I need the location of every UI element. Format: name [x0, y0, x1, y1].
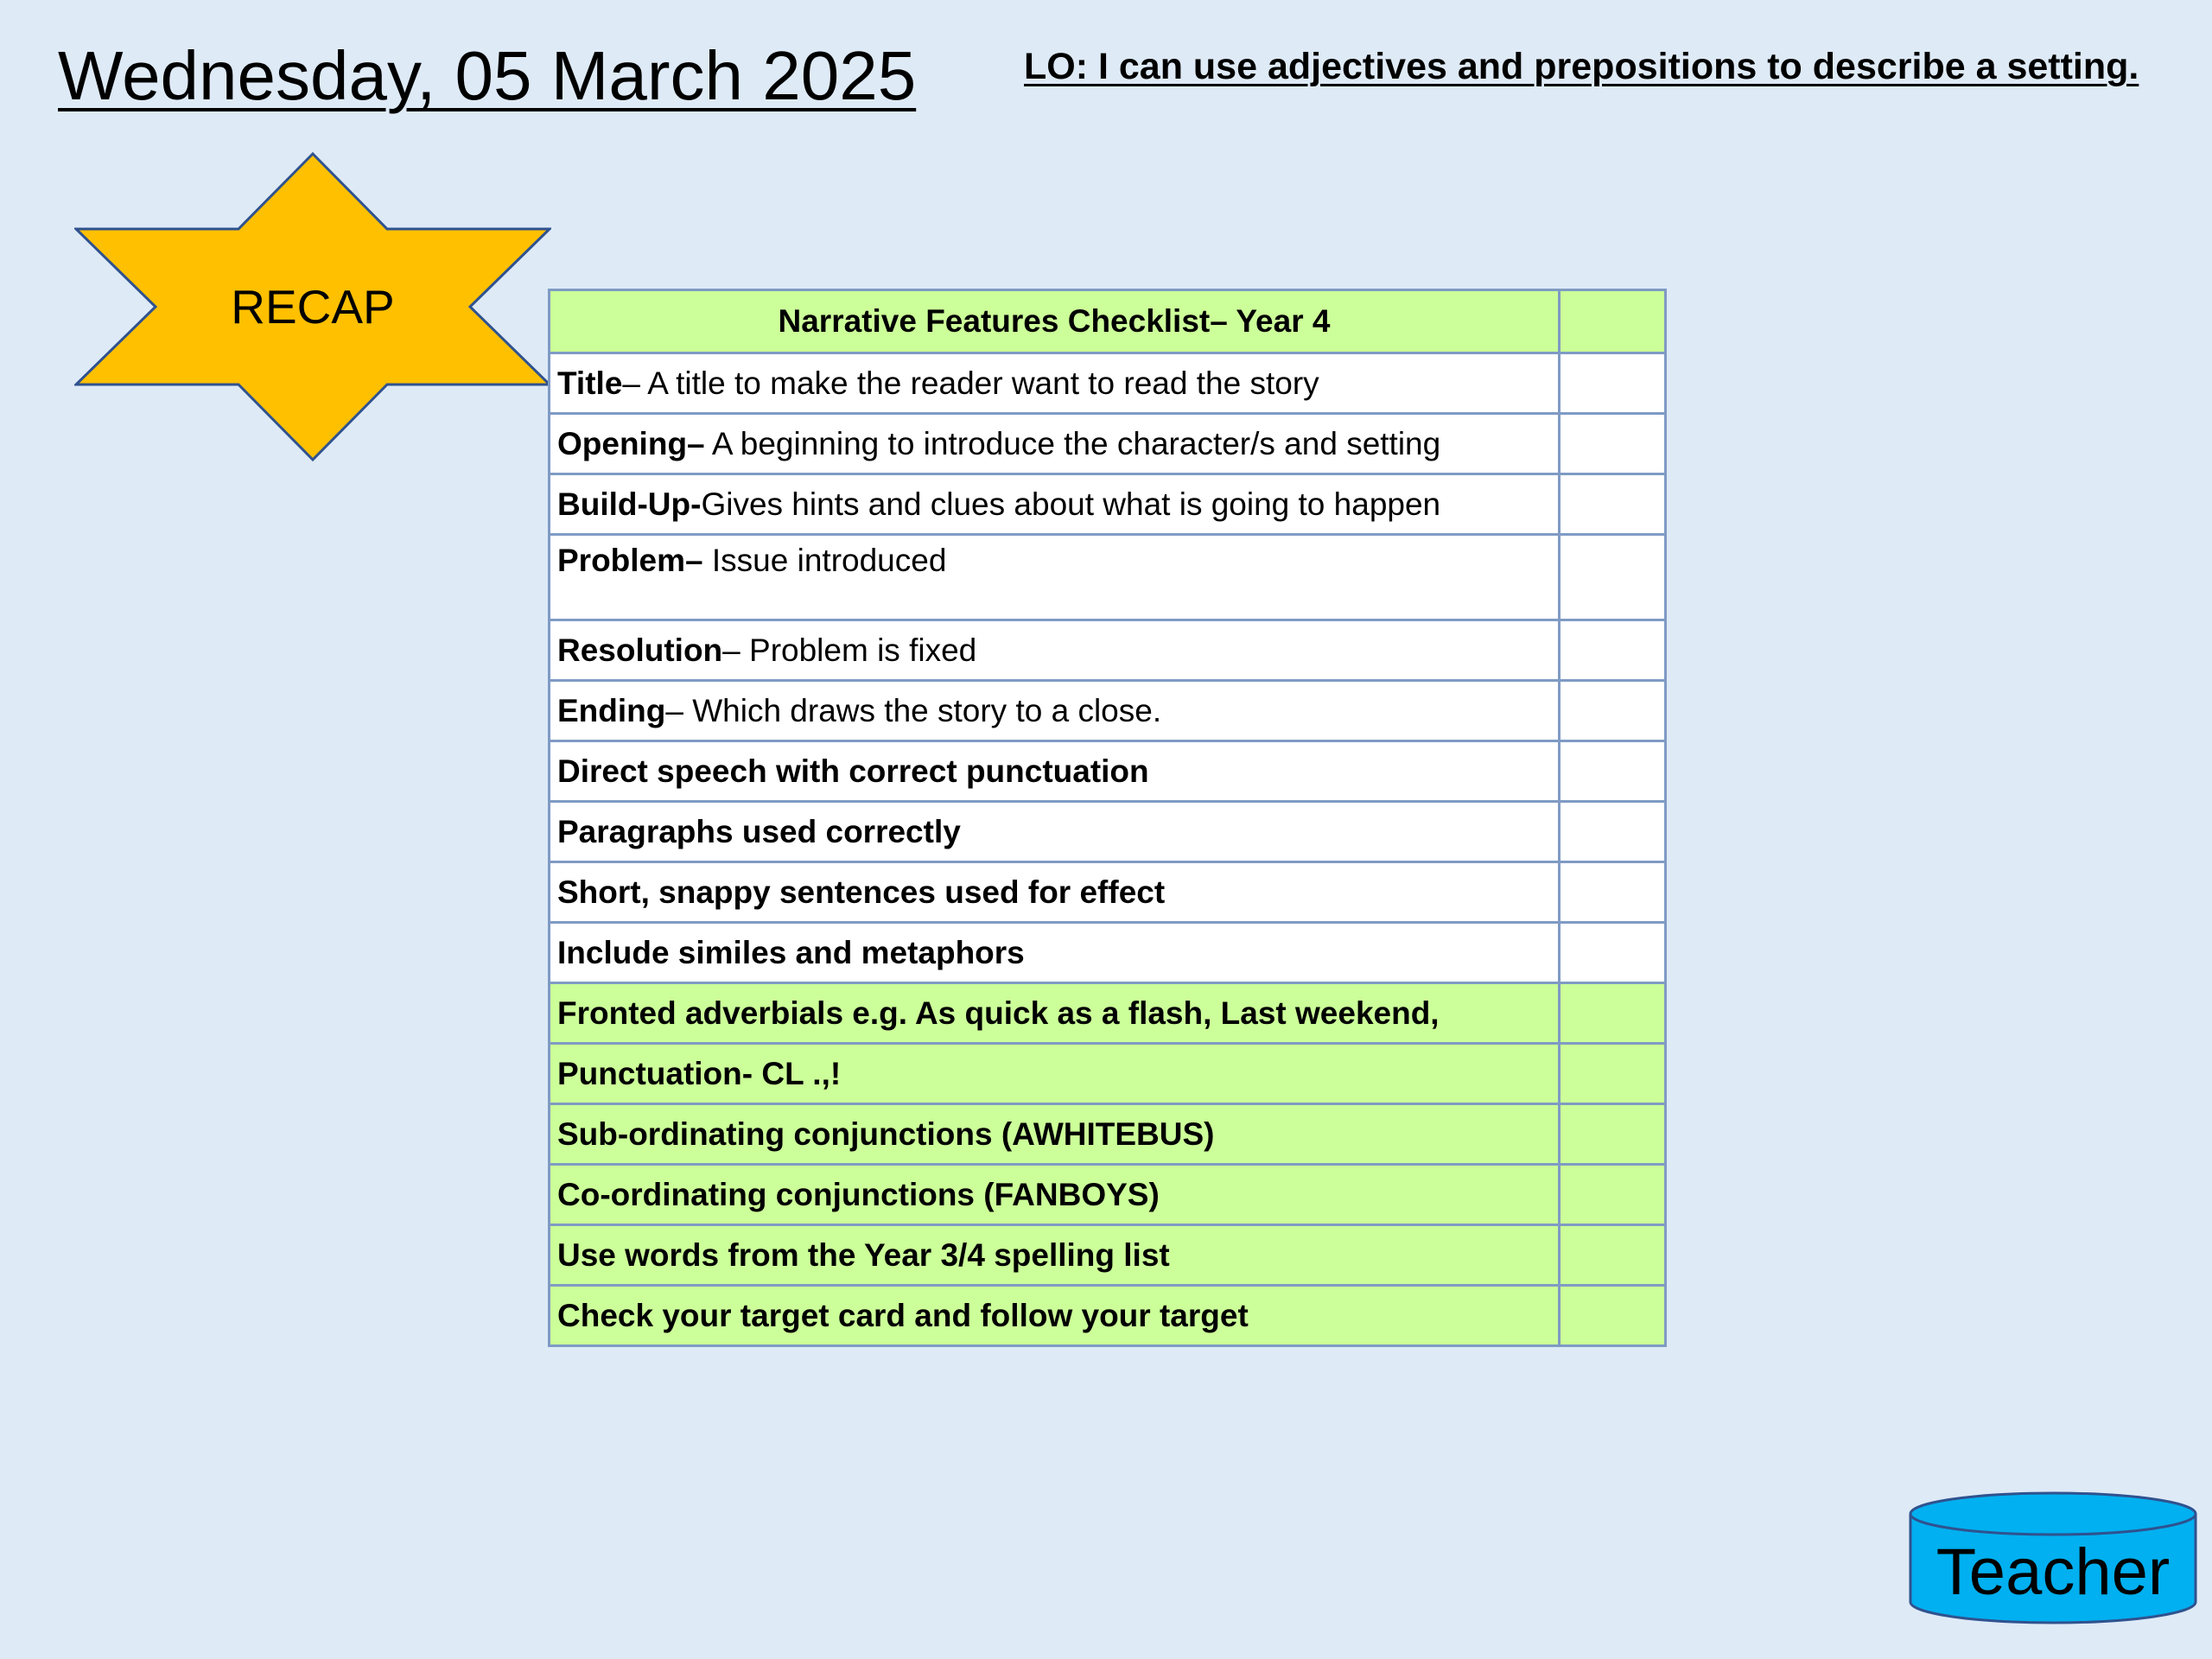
checklist-row	[550, 474, 1666, 535]
checklist-item-feature: Build-Up-	[557, 486, 702, 522]
checklist-item-feature: Ending	[557, 692, 666, 728]
checklist-row	[550, 1165, 1666, 1225]
checklist-item	[550, 983, 1560, 1044]
checklist-item	[550, 474, 1560, 535]
recap-label: RECAP	[231, 280, 395, 334]
checklist-item	[550, 741, 1560, 802]
checklist-row	[550, 741, 1666, 802]
checklist-tick-cell[interactable]	[1560, 923, 1666, 983]
checklist-tick-cell[interactable]	[1560, 681, 1666, 741]
checklist-item-feature: Sub-ordinating conjunctions (AWHITEBUS)	[557, 1116, 1215, 1152]
checklist-tick-cell[interactable]	[1560, 1044, 1666, 1104]
checklist-tick-cell[interactable]	[1560, 1165, 1666, 1225]
checklist-item	[550, 862, 1560, 923]
checklist-item-description: – Which draws the story to a close.	[665, 692, 1162, 728]
lesson-date: Wednesday, 05 March 2025	[58, 37, 917, 114]
checklist-tick-cell[interactable]	[1560, 983, 1666, 1044]
checklist-row	[550, 862, 1666, 923]
checklist-item-feature: Include similes and metaphors	[557, 934, 1025, 970]
checklist-title: Narrative Features Checklist– Year 4	[550, 290, 1560, 353]
checklist-row	[550, 1044, 1666, 1104]
checklist-item	[550, 1044, 1560, 1104]
narrative-features-checklist	[548, 289, 1667, 1347]
checklist-item	[550, 802, 1560, 862]
checklist-tick-cell[interactable]	[1560, 802, 1666, 862]
checklist-tick-cell[interactable]	[1560, 535, 1666, 620]
checklist-tick-cell[interactable]	[1560, 862, 1666, 923]
checklist-item-description: – A title to make the reader want to read the story	[622, 365, 1319, 401]
teacher-button-label: Teacher	[1936, 1535, 2171, 1609]
teacher-button[interactable]	[1908, 1491, 2198, 1624]
checklist-item-feature: Title	[557, 365, 623, 401]
checklist-item	[550, 353, 1560, 414]
checklist-tick-cell[interactable]	[1560, 414, 1666, 474]
checklist-row	[550, 620, 1666, 681]
checklist-tick-cell[interactable]	[1560, 1104, 1666, 1165]
checklist-row	[550, 1104, 1666, 1165]
checklist-header-row	[550, 290, 1666, 353]
checklist-item	[550, 1165, 1560, 1225]
checklist-row	[550, 1286, 1666, 1346]
checklist-item	[550, 535, 1560, 620]
learning-objective: LO: I can use adjectives and prepositions to describe a setting.	[1024, 46, 2139, 87]
checklist-row	[550, 802, 1666, 862]
checklist-row	[550, 983, 1666, 1044]
checklist-item-feature: Opening–	[557, 425, 705, 461]
checklist-row	[550, 414, 1666, 474]
checklist-item	[550, 1104, 1560, 1165]
checklist-item	[550, 1225, 1560, 1286]
checklist-item	[550, 681, 1560, 741]
checklist-row	[550, 923, 1666, 983]
checklist-tick-cell[interactable]	[1560, 474, 1666, 535]
checklist-item-description: A beginning to introduce the character/s and setting	[704, 425, 1441, 461]
checklist-row	[550, 535, 1666, 620]
checklist-tick-cell[interactable]	[1560, 353, 1666, 414]
checklist-item	[550, 923, 1560, 983]
checklist-item-feature: Use words from the Year 3/4 spelling list	[557, 1236, 1170, 1273]
checklist-item-feature: Fronted adverbials e.g. As quick as a flash, Last weekend,	[557, 995, 1440, 1031]
checklist-item	[550, 620, 1560, 681]
checklist-tick-cell[interactable]	[1560, 1286, 1666, 1346]
checklist-row	[550, 353, 1666, 414]
checklist-item-description: Issue introduced	[702, 543, 947, 578]
checklist-item-feature: Punctuation- CL .,!	[557, 1055, 842, 1091]
checklist-item-feature: Direct speech with correct punctuation	[557, 753, 1149, 789]
checklist-item-description: Gives hints and clues about what is going to happen	[701, 486, 1441, 522]
checklist-item	[550, 414, 1560, 474]
checklist-item-feature: Problem–	[557, 543, 703, 578]
checklist-tick-cell[interactable]	[1560, 741, 1666, 802]
checklist-item-feature: Co-ordinating conjunctions (FANBOYS)	[557, 1176, 1160, 1212]
checklist-tick-cell[interactable]	[1560, 620, 1666, 681]
checklist-row	[550, 1225, 1666, 1286]
checklist-item-feature: Paragraphs used correctly	[557, 813, 961, 849]
checklist-item-feature: Short, snappy sentences used for effect	[557, 874, 1166, 910]
checklist-header-tick-cell	[1560, 290, 1666, 353]
checklist-tick-cell[interactable]	[1560, 1225, 1666, 1286]
checklist-item-description: – Problem is fixed	[722, 632, 977, 668]
checklist-row	[550, 681, 1666, 741]
checklist-item-feature: Check your target card and follow your target	[557, 1297, 1249, 1333]
checklist-item-feature: Resolution	[557, 632, 723, 668]
checklist-item	[550, 1286, 1560, 1346]
